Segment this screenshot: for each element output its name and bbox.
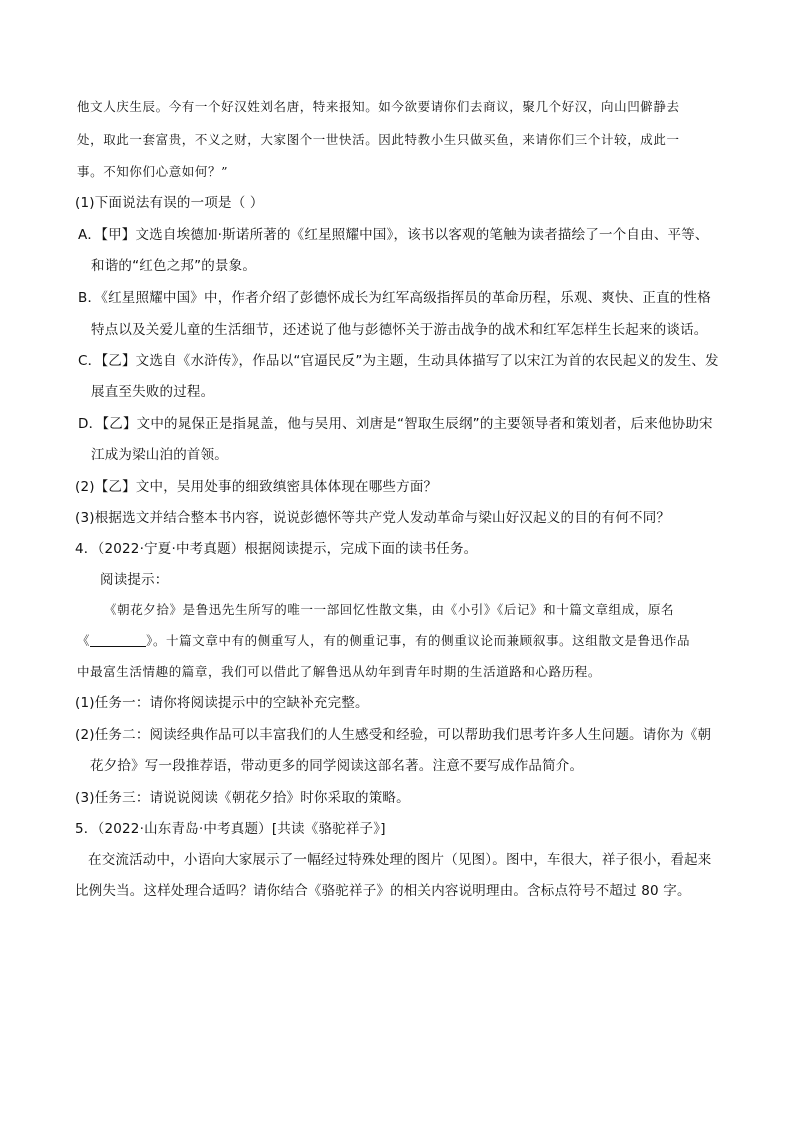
reading-tip-line: 中最富生活情趣的篇章，我们可以借此了解鲁迅从幼年到青年时期的生活道路和心路历程。 bbox=[77, 664, 602, 679]
option-a-cont: 和谐的“红色之邦”的景象。 bbox=[91, 258, 257, 274]
option-a: A．【甲】文选自埃德加·斯诺所著的《红星照耀中国》，该书以客观的笔触为读者描绘了一个自由、平等、 bbox=[78, 227, 709, 243]
option-c: C．【乙】文选自《水浒传》，作品以“官逼民反”为主题，生动具体描写了以宋江为首的农民起义的发生、发 bbox=[78, 353, 719, 369]
open-bracket: 《 bbox=[77, 633, 91, 648]
sub-question-2: (2)【乙】文中，吴用处事的细致缜密具体体现在哪些方面？ bbox=[75, 479, 438, 495]
passage-line: 他文人庆生辰。今有一个好汉姓刘名唐，特来报知。如今欲要请你们去商议，聚几个好汉，向山凹僻静去 bbox=[77, 99, 680, 114]
fill-in-blank bbox=[90, 632, 146, 647]
question-4-header: 4．（2022·宁夏·中考真题）根据阅读提示，完成下面的读书任务。 bbox=[75, 541, 478, 557]
question-5-body: 在交流活动中，小语向大家展示了一幅经过特殊处理的图片（见图）。图中，车很大，祥子很小，看起来 bbox=[88, 852, 712, 868]
reading-tip-line: 《朝花夕拾》是鲁迅先生所写的唯一一部回忆性散文集，由《小引》《后记》和十篇文章组成，原名 bbox=[104, 602, 675, 617]
task-3: (3)任务三：请说说阅读《朝花夕拾》时你采取的策略。 bbox=[75, 790, 410, 806]
task-1: (1)任务一：请你将阅读提示中的空缺补充完整。 bbox=[75, 695, 369, 711]
option-b-cont: 特点以及关爱儿童的生活细节，还述说了他与彭德怀关于游击战争的战术和红军怎样生长起来的谈话。 bbox=[91, 322, 708, 338]
sub-question-1: (1)下面说法有误的一项是（ ） bbox=[75, 195, 264, 211]
sub-question-3: (3)根据选文并结合整本书内容，说说彭德怀等共产党人发动革命与梁山好汉起义的目的有何不同？ bbox=[75, 510, 671, 526]
passage-line: 事。不知你们心意如何？” bbox=[77, 164, 229, 179]
option-d: D．【乙】文中的晁保正是指晁盖，他与吴用、刘唐是“智取生辰纲”的主要领导者和策划者，后来他协助宋 bbox=[78, 416, 713, 432]
tip-text: 》。十篇文章中有的侧重写人，有的侧重记事，有的侧重议论而兼顾叙事。这组散文是鲁迅作品 bbox=[146, 633, 691, 648]
option-d-cont: 江成为梁山泊的首领。 bbox=[91, 447, 228, 463]
reading-tip-line-with-blank bbox=[77, 631, 690, 651]
task-2-cont: 花夕拾》写一段推荐语，带动更多的同学阅读这部名著。注意不要写成作品简介。 bbox=[90, 758, 584, 774]
question-5-header: 5．（2022·山东青岛·中考真题）[共读《骆驼祥子》] bbox=[75, 821, 386, 837]
option-c-cont: 展直至失败的过程。 bbox=[91, 384, 215, 400]
task-2: (2)任务二：阅读经典作品可以丰富我们的人生感受和经验，可以帮助我们思考许多人生问题。请你为《朝 bbox=[75, 727, 712, 743]
question-5-body-cont: 比例失当。这样处理合适吗？请你结合《骆驼祥子》的相关内容说明理由。含标点符号不超过 80 字。 bbox=[75, 883, 691, 899]
passage-line: 处，取此一套富贵，不义之财，大家图个一世快活。因此特教小生只做买鱼，来请你们三个计较，成此一 bbox=[77, 132, 680, 147]
option-b: B．《红星照耀中国》中，作者介绍了彭德怀成长为红军高级指挥员的革命历程，乐观、爽快、正直的性格 bbox=[78, 290, 711, 306]
reading-tip-label: 阅读提示： bbox=[100, 572, 169, 588]
